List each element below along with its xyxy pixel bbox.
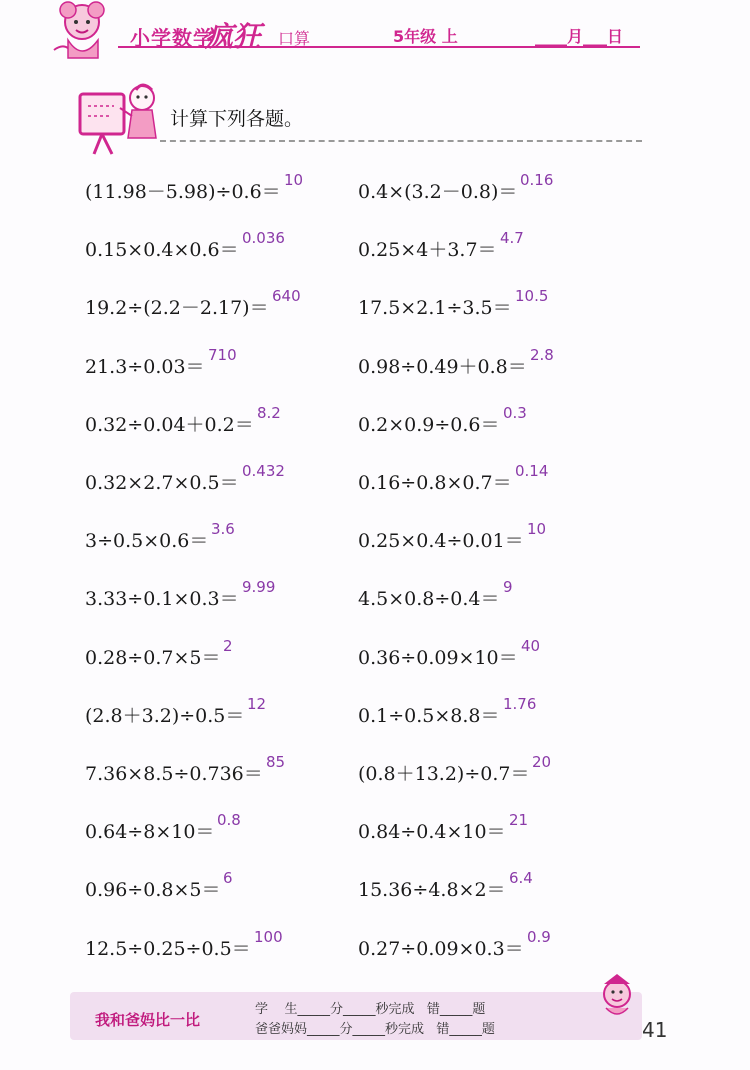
answer-right: 21 — [509, 811, 529, 829]
grade-label: 5年级 上 — [393, 27, 458, 46]
answer-left: 2 — [223, 637, 233, 655]
problem-left: (11.98－5.98)÷0.6＝ — [85, 181, 281, 203]
answer-left: 640 — [272, 287, 301, 305]
problem-right: (0.8＋13.2)÷0.7＝ — [358, 763, 530, 785]
problem-right: 0.27÷0.09×0.3＝ — [358, 938, 524, 960]
problem-left: 0.15×0.4×0.6＝ — [85, 239, 239, 261]
answer-right: 6.4 — [509, 869, 533, 887]
problem-left: 12.5÷0.25÷0.5＝ — [85, 938, 251, 960]
answer-right: 0.3 — [503, 404, 527, 422]
answer-left: 3.6 — [211, 520, 235, 538]
answer-right: 4.7 — [500, 229, 524, 247]
date-field: ____月___日 — [535, 27, 624, 46]
problem-right: 4.5×0.8÷0.4＝ — [358, 588, 500, 610]
brand-title-large: 疯狂 — [205, 20, 262, 53]
answer-right: 20 — [532, 753, 552, 771]
problem-right: 0.16÷0.8×0.7＝ — [358, 472, 512, 494]
problem-left: 0.28÷0.7×5＝ — [85, 647, 221, 669]
footer-title: 我和爸妈比一比 — [95, 1011, 201, 1029]
problem-right: 15.36÷4.8×2＝ — [358, 879, 506, 901]
brand-subtitle: 口算 — [278, 29, 311, 48]
answer-right: 10.5 — [515, 287, 549, 305]
answer-left: 100 — [254, 928, 283, 946]
answer-left: 10 — [284, 171, 304, 189]
answer-right: 0.14 — [515, 462, 549, 480]
problem-left: 0.64÷8×10＝ — [85, 821, 215, 843]
answer-left: 0.8 — [217, 811, 241, 829]
problem-right: 0.1÷0.5×8.8＝ — [358, 705, 500, 727]
answer-left: 8.2 — [257, 404, 281, 422]
problem-right: 0.25×4＋3.7＝ — [358, 239, 497, 261]
answer-right: 9 — [503, 578, 513, 596]
answer-right: 0.9 — [527, 928, 551, 946]
answer-right: 40 — [521, 637, 541, 655]
answer-left: 0.036 — [242, 229, 285, 247]
instruction-text: 计算下列各题。 — [170, 108, 304, 130]
brand-title: 小学数学 — [130, 26, 214, 50]
problem-left: 21.3÷0.03＝ — [85, 356, 205, 378]
footer-parent-row: 爸爸妈妈_____分_____秒完成 错_____题 — [255, 1022, 495, 1037]
problem-right: 0.36÷0.09×10＝ — [358, 647, 518, 669]
answer-right: 0.16 — [520, 171, 554, 189]
problem-right: 0.25×0.4÷0.01＝ — [358, 530, 524, 552]
problem-left: 0.32÷0.04＋0.2＝ — [85, 414, 254, 436]
problem-right: 0.84÷0.4×10＝ — [358, 821, 506, 843]
problem-left: 0.32×2.7×0.5＝ — [85, 472, 239, 494]
problem-right: 0.4×(3.2－0.8)＝ — [358, 181, 518, 203]
problem-left: 19.2÷(2.2－2.17)＝ — [85, 297, 269, 319]
answer-left: 6 — [223, 869, 233, 887]
problem-left: 3÷0.5×0.6＝ — [85, 530, 209, 552]
answer-left: 9.99 — [242, 578, 276, 596]
page-header — [0, 0, 750, 60]
answer-left: 0.432 — [242, 462, 285, 480]
problem-left: (2.8＋3.2)÷0.5＝ — [85, 705, 245, 727]
answer-left: 85 — [266, 753, 286, 771]
problem-right: 17.5×2.1÷3.5＝ — [358, 297, 512, 319]
footer-panel — [70, 992, 642, 1040]
blackboard-girl-icon — [72, 80, 167, 160]
problem-right: 0.2×0.9÷0.6＝ — [358, 414, 500, 436]
problem-left: 7.36×8.5÷0.736＝ — [85, 763, 263, 785]
mascot-pencil-icon — [592, 972, 642, 1022]
answer-right: 1.76 — [503, 695, 537, 713]
answer-right: 2.8 — [530, 346, 554, 364]
problem-left: 3.33÷0.1×0.3＝ — [85, 588, 239, 610]
mascot-girl-icon — [48, 0, 118, 62]
footer-student-row: 学 生_____分_____秒完成 错_____题 — [255, 1002, 486, 1017]
header-divider — [118, 46, 640, 48]
answer-right: 10 — [527, 520, 547, 538]
problem-right: 0.98÷0.49＋0.8＝ — [358, 356, 527, 378]
instruction-divider — [160, 140, 642, 142]
page-number: 41 — [642, 1018, 668, 1042]
problem-left: 0.96÷0.8×5＝ — [85, 879, 221, 901]
answer-left: 710 — [208, 346, 237, 364]
answer-left: 12 — [247, 695, 267, 713]
